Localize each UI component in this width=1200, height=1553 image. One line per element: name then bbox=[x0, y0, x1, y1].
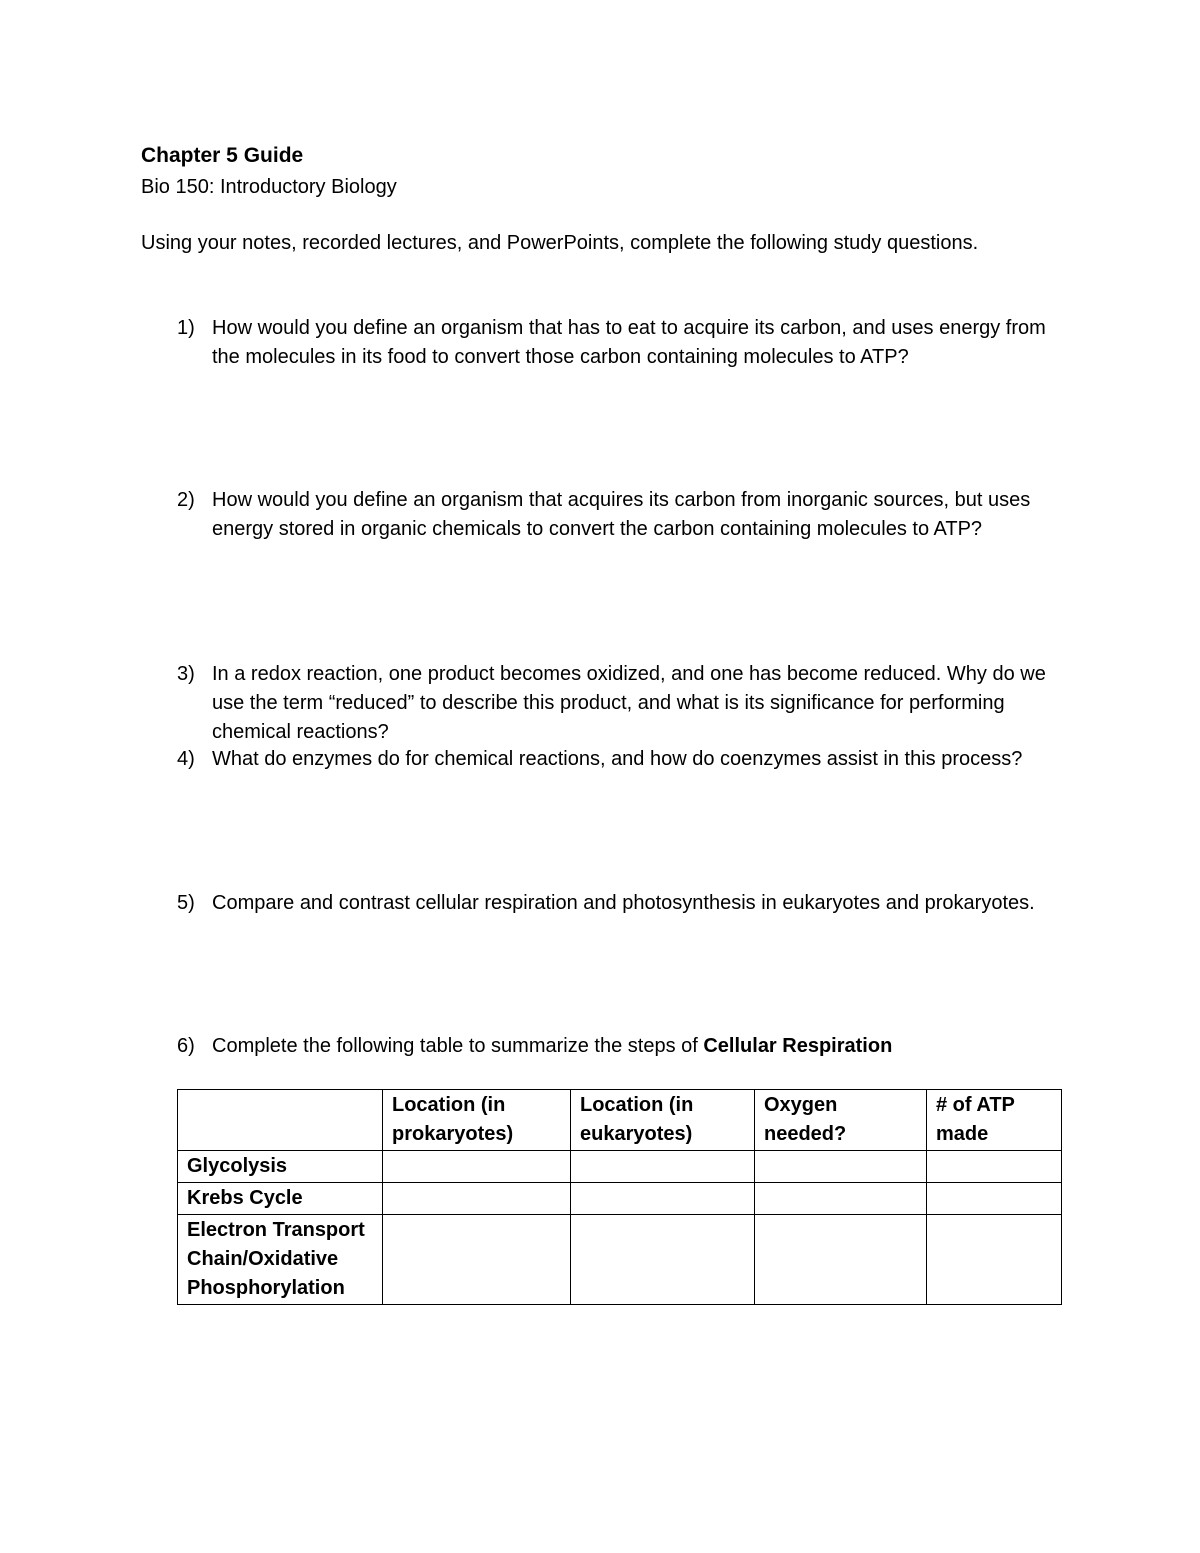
table-row bbox=[178, 1215, 1062, 1305]
question-3 bbox=[177, 660, 1057, 747]
cellular-respiration-table bbox=[177, 1089, 1062, 1305]
answer-cell[interactable] bbox=[383, 1215, 571, 1305]
header-cell-prokaryote-location: Location (in prokaryotes) bbox=[383, 1090, 571, 1151]
table-row bbox=[178, 1183, 1062, 1215]
question-6 bbox=[177, 1032, 1057, 1061]
row-label: Electron Transport Chain/Oxidative Phosphorylation bbox=[178, 1215, 383, 1305]
header-cell-eukaryote-location: Location (in eukaryotes) bbox=[571, 1090, 755, 1151]
question-number: 3) bbox=[177, 663, 195, 685]
answer-cell[interactable] bbox=[383, 1151, 571, 1183]
answer-cell[interactable] bbox=[755, 1151, 927, 1183]
question-text: What do enzymes do for chemical reactions, and how do coenzymes assist in this process? bbox=[212, 748, 1023, 770]
question-number: 5) bbox=[177, 892, 195, 914]
answer-cell[interactable] bbox=[755, 1183, 927, 1215]
question-number: 4) bbox=[177, 748, 195, 770]
table-row bbox=[178, 1151, 1062, 1183]
question-4 bbox=[177, 745, 1057, 774]
table-header-row bbox=[178, 1090, 1062, 1151]
answer-cell[interactable] bbox=[927, 1151, 1062, 1183]
answer-cell[interactable] bbox=[927, 1215, 1062, 1305]
answer-cell[interactable] bbox=[571, 1151, 755, 1183]
header-cell-oxygen: Oxygen needed? bbox=[755, 1090, 927, 1151]
question-text: How would you define an organism that acquires its carbon from inorganic sources, but uses energy stored in organic chemicals to convert the carbon containing molecules to ATP? bbox=[212, 489, 1031, 540]
question-text: How would you define an organism that has to eat to acquire its carbon, and uses energy from the molecules in its food to convert those carbon containing molecules to ATP? bbox=[212, 317, 1046, 368]
document-title: Chapter 5 Guide bbox=[141, 144, 304, 167]
question-5 bbox=[177, 889, 1057, 918]
course-subtitle: Bio 150: Introductory Biology bbox=[141, 176, 397, 198]
question-emphasis: Cellular Respiration bbox=[703, 1035, 893, 1057]
question-text-plain: Complete the following table to summarize the steps of bbox=[212, 1035, 704, 1057]
question-number: 2) bbox=[177, 489, 195, 511]
question-text: Compare and contrast cellular respiration and photosynthesis in eukaryotes and prokaryotes. bbox=[212, 892, 1035, 914]
question-2 bbox=[177, 486, 1057, 544]
question-text: In a redox reaction, one product becomes oxidized, and one has become reduced. Why do we use the term “reduced” to describe this product, and what is its significance for performing chemical reactions? bbox=[212, 663, 1046, 743]
header-cell-atp: # of ATP made bbox=[927, 1090, 1062, 1151]
question-number: 6) bbox=[177, 1035, 195, 1057]
question-number: 1) bbox=[177, 317, 195, 339]
row-label: Krebs Cycle bbox=[178, 1183, 383, 1215]
instructions: Using your notes, recorded lectures, and PowerPoints, complete the following study questions. bbox=[141, 232, 979, 254]
answer-cell[interactable] bbox=[927, 1183, 1062, 1215]
answer-cell[interactable] bbox=[383, 1183, 571, 1215]
answer-cell[interactable] bbox=[571, 1215, 755, 1305]
header-cell-blank bbox=[178, 1090, 383, 1151]
row-label: Glycolysis bbox=[178, 1151, 383, 1183]
question-text bbox=[212, 1032, 1057, 1061]
answer-cell[interactable] bbox=[571, 1183, 755, 1215]
answer-cell[interactable] bbox=[755, 1215, 927, 1305]
question-1 bbox=[177, 314, 1057, 372]
